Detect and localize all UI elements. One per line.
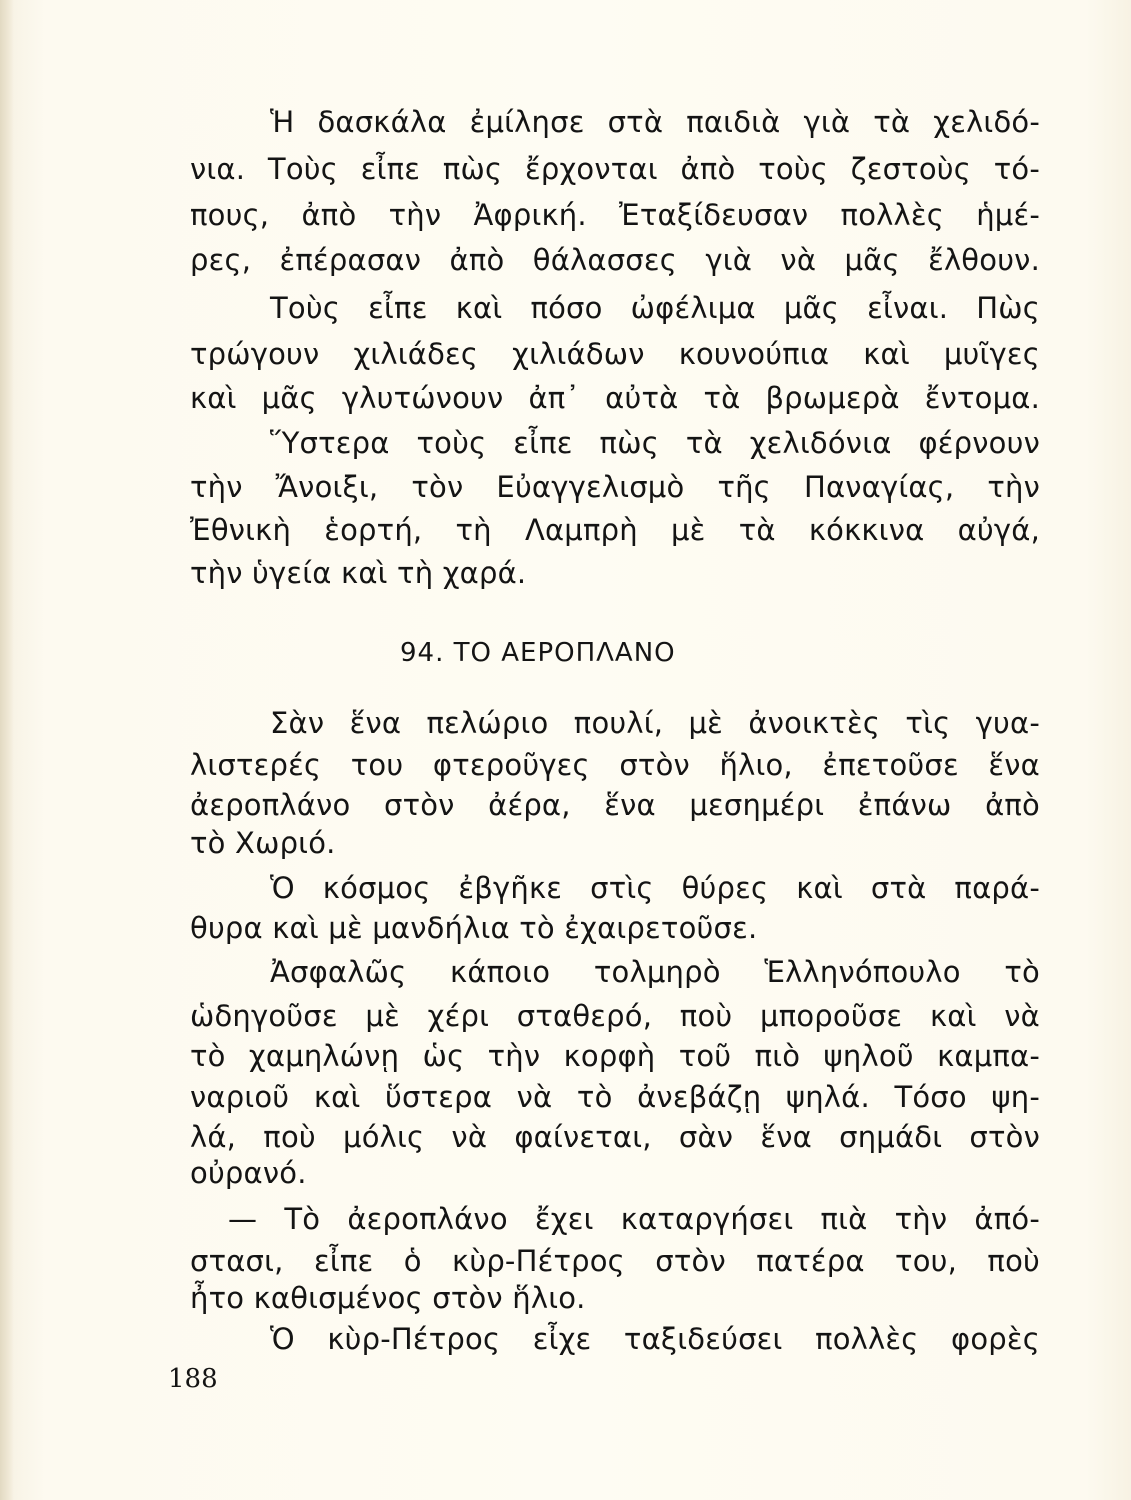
- page-number: 188: [168, 1364, 218, 1394]
- text-line: Ἡ δασκάλα ἐμίλησε στὰ παιδιὰ γιὰ τὰ χελιδό-: [270, 105, 1040, 139]
- text-line: ἦτο καθισμένος στὸν ἥλιο.: [190, 1281, 586, 1315]
- book-spine-shadow: [0, 0, 14, 1500]
- text-line: λά, ποὺ μόλις νὰ φαίνεται, σὰν ἕνα σημάδι στὸν: [190, 1120, 1040, 1154]
- text-line: λιστερές του φτεροῦγες στὸν ἥλιο, ἐπετοῦσε ἕνα: [190, 748, 1040, 782]
- text-line: Σὰν ἕνα πελώριο πουλί, μὲ ἀνοικτὲς τὶς γυα-: [270, 706, 1040, 740]
- text-line: Ὕστερα τοὺς εἶπε πὼς τὰ χελιδόνια φέρνουν: [270, 426, 1040, 460]
- text-line: Ἀσφαλῶς κάποιο τολμηρὸ Ἑλληνόπουλο τὸ: [270, 955, 1040, 989]
- text-line: οὐρανό.: [190, 1156, 307, 1190]
- text-line: Ἐθνικὴ ἑορτή, τὴ Λαμπρὴ μὲ τὰ κόκκινα αὐγά,: [190, 513, 1040, 547]
- text-line: τὸ χαμηλώνῃ ὡς τὴν κορφὴ τοῦ πιὸ ψηλοῦ καμπα-: [190, 1039, 1040, 1073]
- text-line: τὴν ὑγεία καὶ τὴ χαρά.: [190, 556, 527, 590]
- text-line: Ὁ κὺρ-Πέτρος εἶχε ταξιδεύσει πολλὲς φορὲς: [270, 1322, 1040, 1356]
- text-line: τὸ Χωριό.: [190, 826, 336, 860]
- text-line: Τοὺς εἶπε καὶ πόσο ὠφέλιμα μᾶς εἶναι. Πὼς: [270, 291, 1040, 325]
- text-line: Ὁ κόσμος ἐβγῆκε στὶς θύρες καὶ στὰ παρά-: [270, 871, 1040, 905]
- text-line: — Τὸ ἀεροπλάνο ἔχει καταργήσει πιὰ τὴν ἀπό-: [228, 1202, 1040, 1236]
- text-line: νια. Τοὺς εἶπε πὼς ἔρχονται ἀπὸ τοὺς ζεστοὺς τό-: [190, 152, 1040, 186]
- text-line: ὡδηγοῦσε μὲ χέρι σταθερό, ποὺ μποροῦσε καὶ νὰ: [190, 999, 1040, 1033]
- text-line: τρώγουν χιλιάδες χιλιάδων κουνούπια καὶ μυῖγες: [190, 337, 1040, 371]
- text-line: τὴν Ἄνοιξι, τὸν Εὐαγγελισμὸ τῆς Παναγίας, τὴν: [190, 470, 1040, 504]
- text-line: ρες, ἐπέρασαν ἀπὸ θάλασσες γιὰ νὰ μᾶς ἔλθουν.: [190, 243, 1040, 277]
- text-line: στασι, εἶπε ὁ κὺρ-Πέτρος στὸν πατέρα του, ποὺ: [190, 1244, 1040, 1278]
- text-line: ἀεροπλάνο στὸν ἀέρα, ἕνα μεσημέρι ἐπάνω ἀπὸ: [190, 788, 1040, 822]
- text-line: θυρα καὶ μὲ μανδήλια τὸ ἐχαιρετοῦσε.: [190, 911, 758, 945]
- text-line: ναριοῦ καὶ ὕστερα νὰ τὸ ἀνεβάζῃ ψηλά. Τόσο ψη-: [190, 1080, 1040, 1114]
- section-heading: 94. ΤΟ ΑΕΡΟΠΛΑΝΟ: [400, 638, 676, 668]
- text-line: πους, ἀπὸ τὴν Ἀφρική. Ἐταξίδευσαν πολλὲς ἡμέ-: [190, 198, 1040, 232]
- text-line: καὶ μᾶς γλυτώνουν ἀπ᾽ αὐτὰ τὰ βρωμερὰ ἔντομα.: [190, 381, 1040, 415]
